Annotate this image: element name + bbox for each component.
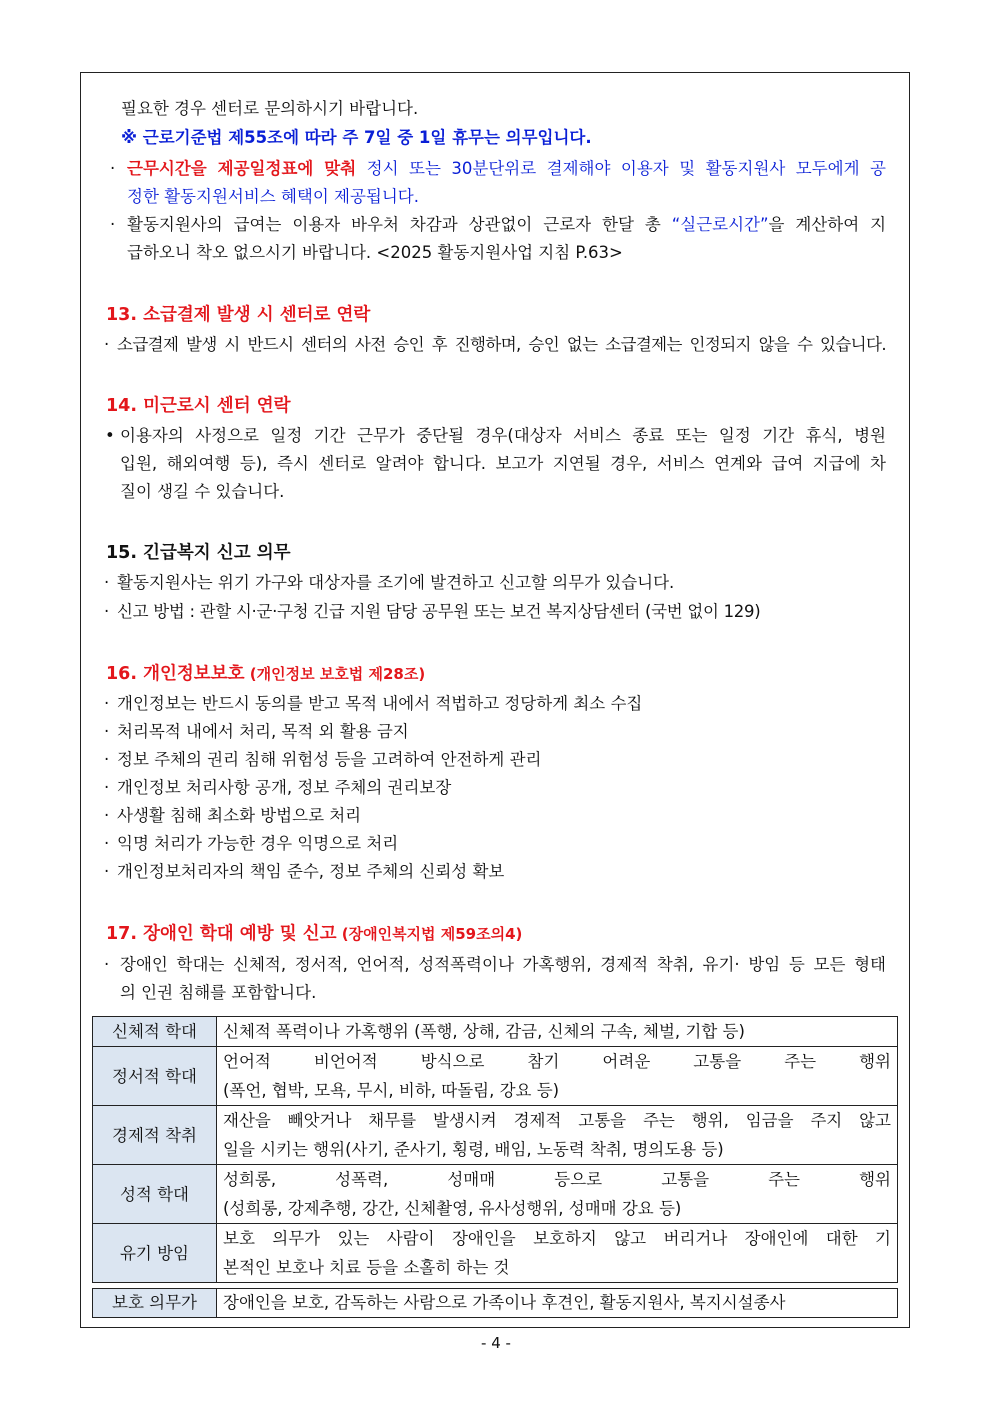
section-17-line2: 의 인권 침해를 포함합니다. (120, 983, 317, 1002)
wage-text: 활동지원사의 급여는 이용자 바우처 차감과 상관없이 근로자 한달 총 (127, 215, 672, 234)
actual-hours: “실근로시간” (671, 215, 769, 234)
bullet: · (104, 778, 110, 797)
desc-line: 언어적 비언어적 방식으로 참기 어려운 고통을 주는 행위 (223, 1052, 891, 1071)
section-15-title: 15. 긴급복지 신고 의무 (106, 543, 291, 563)
abuse-type-label: 정서적 학대 (93, 1047, 217, 1106)
worktime-text: 정시 또는 30분단위로 결제해야 이용자 및 활동지원사 모두에게 공 (356, 159, 886, 178)
list-item: 처리목적 내에서 처리, 목적 외 활용 금지 (117, 722, 409, 741)
bullet-wage (127, 213, 886, 237)
table-row (93, 1224, 898, 1283)
list-item: 개인정보처리자의 책임 준수, 정보 주체의 신뢰성 확보 (117, 862, 505, 881)
wage-text-end: 을 계산하여 지 (768, 215, 887, 234)
abuse-type-label: 유기 방임 (93, 1224, 217, 1283)
abuse-type-desc (217, 1224, 898, 1283)
bullet: · (104, 834, 110, 853)
abuse-type-desc (217, 1165, 898, 1224)
desc-line: 본적인 보호나 치료 등을 소홀히 하는 것 (223, 1258, 510, 1277)
section-14-title: 14. 미근로시 센터 연락 (106, 396, 291, 416)
section-16-title-main: 16. 개인정보보호 (106, 664, 245, 684)
section-15-line2: 신고 방법 : 관할 시·군·구청 긴급 지원 담당 공무원 또는 보건 복지상담센터 (국번 없이 129) (117, 602, 761, 621)
bullet: · (104, 955, 110, 974)
list-item: 개인정보는 반드시 동의를 받고 목적 내에서 적법하고 정당하게 최소 수집 (117, 694, 643, 713)
bullet: · (104, 806, 110, 825)
section-14-line1: 이용자의 사정으로 일정 기간 근무가 중단될 경우(대상자 서비스 종료 또는 일정 기간 휴식, 병원 (120, 426, 886, 445)
section-14-line2: 입원, 해외여행 등), 즉시 센터로 알려야 합니다. 보고가 지연될 경우, 서비스 연계와 급여 지급에 차 (120, 454, 886, 473)
bullet: · (104, 573, 110, 592)
section-16-title (106, 662, 425, 686)
abuse-type-desc (217, 1017, 898, 1047)
bullet: · (104, 335, 110, 354)
section-17-law: (장애인복지법 제59조의4) (336, 925, 523, 943)
wage-continuation: 급하오니 착오 없으시기 바랍니다. <2025 활동지원사업 지침 P.63> (127, 243, 623, 262)
table-row (93, 1017, 898, 1047)
table-row (93, 1165, 898, 1224)
worktime-continuation: 정한 활동지원서비스 혜택이 제공됩니다. (127, 187, 419, 206)
desc-line: (폭언, 협박, 모욕, 무시, 비하, 따돌림, 강요 등) (223, 1081, 560, 1100)
protection-duty-table (92, 1288, 898, 1318)
desc-line: 보호 의무가 있는 사람이 장애인을 보호하지 않고 버리거나 장애인에 대한 기 (223, 1229, 891, 1248)
abuse-type-label: 신체적 학대 (93, 1017, 217, 1047)
desc-line: 성희롱, 성폭력, 성매매 등으로 고통을 주는 행위 (223, 1170, 891, 1189)
bullet: · (110, 159, 116, 178)
section-17-line1: 장애인 학대는 신체적, 정서적, 언어적, 성적폭력이나 가혹행위, 경제적 착취, 유기· 방임 등 모든 형태 (120, 955, 886, 974)
abuse-type-desc (217, 1047, 898, 1106)
bullet: · (104, 694, 110, 713)
section-13-title: 13. 소급결제 발생 시 센터로 연락 (106, 305, 371, 325)
page-number: - 4 - (481, 1334, 511, 1352)
table-row (93, 1047, 898, 1106)
list-item: 정보 주체의 권리 침해 위험성 등을 고려하여 안전하게 관리 (117, 750, 542, 769)
bullet: · (104, 862, 110, 881)
bullet: · (110, 215, 116, 234)
duty-desc: 장애인을 보호, 감독하는 사람으로 가족이나 후견인, 활동지원사, 복지시설종사 (217, 1289, 898, 1318)
list-item: 사생활 침해 최소화 방법으로 처리 (117, 806, 362, 825)
section-17-title-main: 17. 장애인 학대 예방 및 신고 (106, 924, 337, 944)
desc-line: 신체적 폭력이나 가혹행위 (폭행, 상해, 감금, 신체의 구속, 체벌, 기합 등) (223, 1022, 745, 1041)
abuse-types-table (92, 1016, 898, 1283)
section-13-text: 소급결제 발생 시 반드시 센터의 사전 승인 후 진행하며, 승인 없는 소급결제는 인정되지 않을 수 있습니다. (117, 335, 886, 354)
bullet: • (105, 426, 115, 445)
desc-line: 일을 시키는 행위(사기, 준사기, 횡령, 배임, 노동력 착취, 명의도용 등) (223, 1140, 724, 1159)
bullet: · (104, 722, 110, 741)
list-item: 익명 처리가 가능한 경우 익명으로 처리 (117, 834, 399, 853)
section-16-law: (개인정보 보호법 제28조) (244, 665, 426, 683)
table-row (93, 1106, 898, 1165)
bullet: · (104, 602, 110, 621)
desc-line: 재산을 빼앗거나 채무를 발생시켜 경제적 고통을 주는 행위, 임금을 주지 않고 (223, 1111, 891, 1130)
list-item: 개인정보 처리사항 공개, 정보 주체의 권리보장 (117, 778, 452, 797)
table-row (93, 1289, 898, 1318)
section-15-line1: 활동지원사는 위기 가구와 대상자를 조기에 발견하고 신고할 의무가 있습니다. (117, 573, 675, 592)
duty-label: 보호 의무가 (93, 1289, 217, 1318)
bullet-worktime (127, 157, 886, 181)
worktime-emphasis: 근무시간을 제공일정표에 맞춰 (127, 159, 357, 178)
abuse-type-desc (217, 1106, 898, 1165)
abuse-type-label: 성적 학대 (93, 1165, 217, 1224)
section-14-line3: 질이 생길 수 있습니다. (120, 482, 285, 501)
intro-line: 필요한 경우 센터로 문의하시기 바랍니다. (121, 99, 419, 118)
desc-line: (성희롱, 강제추행, 강간, 신체촬영, 유사성행위, 성매매 강요 등) (223, 1199, 682, 1218)
bullet: · (104, 750, 110, 769)
abuse-type-label: 경제적 착취 (93, 1106, 217, 1165)
holiday-note: ※ 근로기준법 제55조에 따라 주 7일 중 1일 휴무는 의무입니다. (121, 128, 592, 147)
section-17-title (106, 922, 522, 946)
